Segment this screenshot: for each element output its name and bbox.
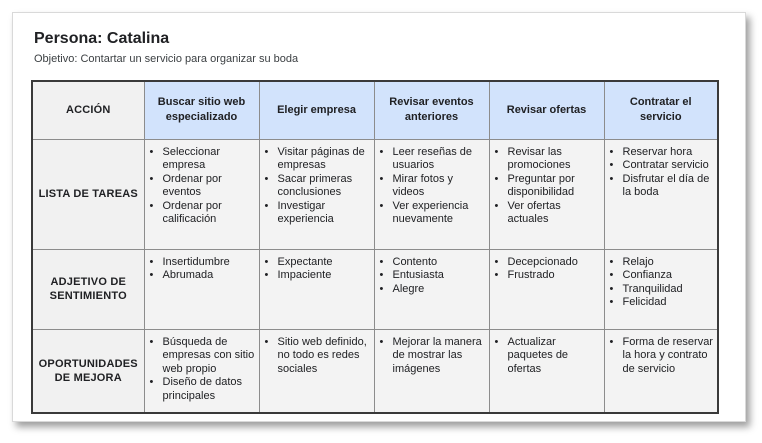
list-item: • Expectante <box>278 256 370 270</box>
list-item: • Disfrutar el día de la boda <box>623 173 714 200</box>
table-cell <box>144 249 259 329</box>
column-header: Buscar sitio web especializado <box>144 81 259 139</box>
header-row <box>32 81 718 139</box>
row-header: LISTA DE TAREAS <box>32 139 144 249</box>
list-item: • Ver experiencia nuevamente <box>393 200 485 227</box>
list-item: • Confianza <box>623 269 714 283</box>
list-item: • Felicidad <box>623 296 714 310</box>
persona-title: Persona: Catalina <box>34 30 170 47</box>
list-item: • Forma de reservar la hora y contrato de servicio <box>623 336 714 377</box>
table-row-feelings <box>32 249 718 329</box>
table-cell <box>374 249 489 329</box>
list-item: • Sacar primeras conclusiones <box>278 173 370 200</box>
list-item: • Relajo <box>623 256 714 270</box>
list-item: • Entusiasta <box>393 269 485 283</box>
persona-journey-sheet <box>12 12 746 422</box>
list-item: • Revisar las promociones <box>508 146 600 173</box>
list-item: • Mirar fotos y videos <box>393 173 485 200</box>
list-item: • Ordenar por eventos <box>163 173 255 200</box>
list-item: • Decepcionado <box>508 256 600 270</box>
list-item: • Insertidumbre <box>163 256 255 270</box>
table-cell <box>489 139 604 249</box>
list-item: • Diseño de datos principales <box>163 376 255 403</box>
row-header: OPORTUNIDADES DE MEJORA <box>32 329 144 413</box>
list-item: • Mejorar la manera de mostrar las imágenes <box>393 336 485 377</box>
row-header: ADJETIVO DE SENTIMIENTO <box>32 249 144 329</box>
list-item: • Investigar experiencia <box>278 200 370 227</box>
table-cell <box>489 329 604 413</box>
table-cell <box>144 329 259 413</box>
list-item: • Preguntar por disponibilidad <box>508 173 600 200</box>
list-item: • Leer reseñas de usuarios <box>393 146 485 173</box>
table-cell <box>374 329 489 413</box>
list-item: • Reservar hora <box>623 146 714 160</box>
list-item: • Ver ofertas actuales <box>508 200 600 227</box>
table-row-tasks <box>32 139 718 249</box>
list-item: • Búsqueda de empresas con sitio web propio <box>163 336 255 377</box>
table-cell <box>144 139 259 249</box>
journey-map-table <box>31 80 719 414</box>
column-header: Revisar ofertas <box>489 81 604 139</box>
table-cell <box>259 249 374 329</box>
corner-action-label: ACCIÓN <box>32 81 144 139</box>
table-cell <box>259 329 374 413</box>
table-cell <box>604 249 718 329</box>
column-header: Contratar el servicio <box>604 81 718 139</box>
table-cell <box>259 139 374 249</box>
table-cell <box>374 139 489 249</box>
list-item: • Sitio web definido, no todo es redes sociales <box>278 336 370 377</box>
list-item: • Impaciente <box>278 269 370 283</box>
list-item: • Ordenar por calificación <box>163 200 255 227</box>
list-item: • Tranquilidad <box>623 283 714 297</box>
table-cell <box>604 139 718 249</box>
table-row-opportunities <box>32 329 718 413</box>
list-item: • Seleccionar empresa <box>163 146 255 173</box>
table-cell <box>604 329 718 413</box>
list-item: • Actualizar paquetes de ofertas <box>508 336 600 377</box>
list-item: • Alegre <box>393 283 485 297</box>
column-header: Elegir empresa <box>259 81 374 139</box>
list-item: • Abrumada <box>163 269 255 283</box>
table-cell <box>489 249 604 329</box>
column-header: Revisar eventos anteriores <box>374 81 489 139</box>
list-item: • Contratar servicio <box>623 159 714 173</box>
list-item: • Contento <box>393 256 485 270</box>
list-item: • Visitar páginas de empresas <box>278 146 370 173</box>
persona-objective: Objetivo: Contartar un servicio para organizar su boda <box>34 53 299 65</box>
list-item: • Frustrado <box>508 269 600 283</box>
